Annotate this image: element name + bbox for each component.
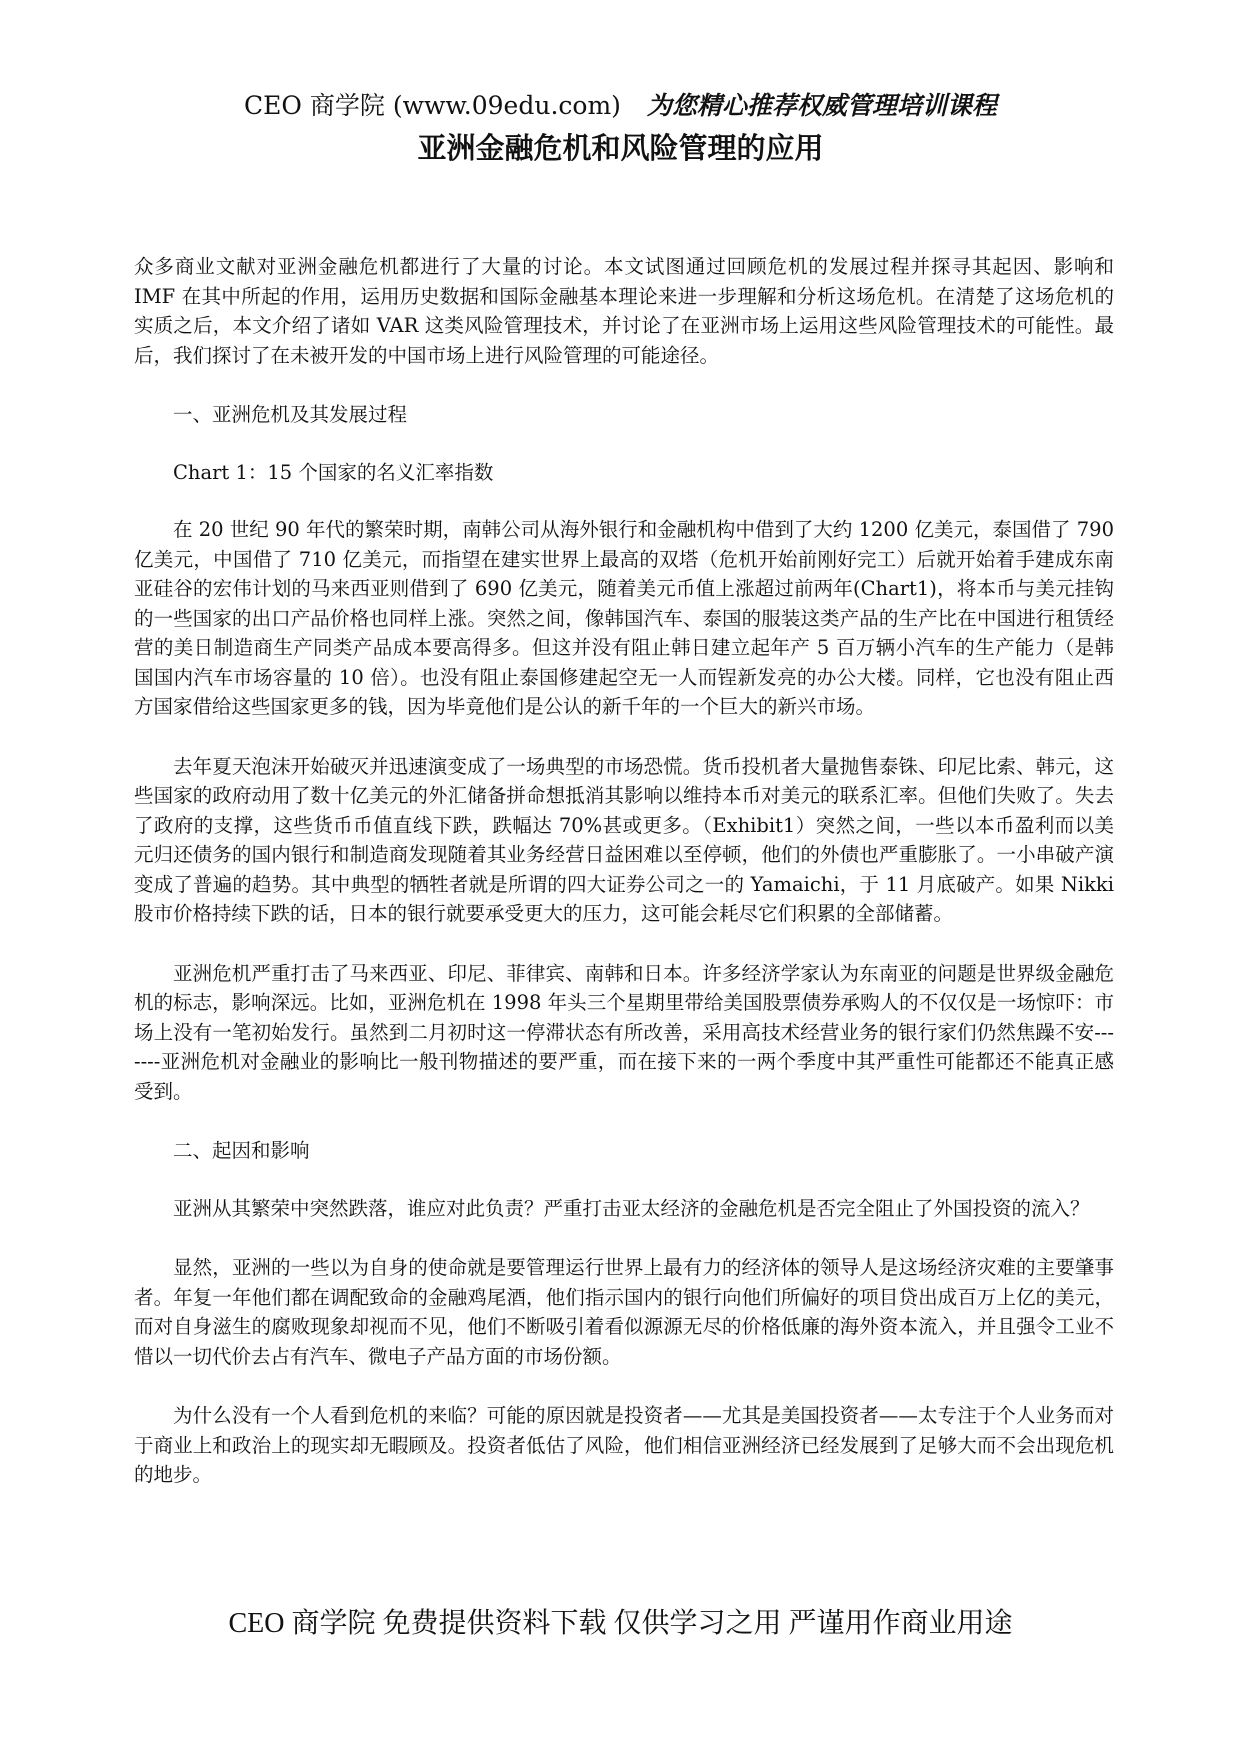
body-paragraph: 显然，亚洲的一些以为自身的使命就是要管理运行世界上最有力的经济体的领导人是这场经济灾难的主要肇事者。年复一年他们都在调配致命的金融鸡尾酒，他们指示国内的银行向他们所偏好的项目贷出成百万上亿的美元，而对自身滋生的腐败现象却视而不见，他们不断吸引着看似源源无尽的价格低廉的海外资本流入，并且强令工业不惜以一切代价去占有汽车、微电子产品方面的市场份额。 [134,1256,1114,1368]
section-heading-2: 二、起因和影响 [173,1139,310,1162]
body-paragraph: 为什么没有一个人看到危机的来临？可能的原因就是投资者——尤其是美国投资者——太专注于个人业务而对于商业上和政治上的现实却无暇顾及。投资者低估了风险，他们相信亚洲经济已经发展到了足够大而不会出现危机的地步。 [134,1404,1114,1486]
document-title: 亚洲金融危机和风险管理的应用 [417,131,824,165]
chart-caption: Chart 1：15 个国家的名义汇率指数 [173,460,494,484]
body-paragraph: 去年夏天泡沫开始破灭并迅速演变成了一场典型的市场恐慌。货币投机者大量抛售泰铢、印尼比索、韩元，这些国家的政府动用了数十亿美元的外汇储备拼命想抵消其影响以维持本币对美元的联系汇率。但他们失败了。失去了政府的支撑，这些货币币值直线下跌，跌幅达 70%甚或更多。（Exhibit1）突然之间，一些以本币盈利而以美元归还债务的国内银行和制造商发现随着其业务经营日益困难以至停顿，他们的外债也严重膨胀了。一小串破产演变成了普遍的趋势。其中典型的牺牲者就是所谓的四大证券公司之一的 Yamaichi，于 11 月底破产。如果 Nikki 股市价格持续下跌的话，日本的银行就要承受更大的压力，这可能会耗尽它们积累的全部储蓄。 [134,754,1114,925]
page-footer: CEO 商学院 免费提供资料下载 仅供学习之用 严谨用作商业用途 [228,1608,1013,1639]
body-paragraph: 亚洲危机严重打击了马来西亚、印尼、菲律宾、南韩和日本。许多经济学家认为东南亚的问题是世界级金融危机的标志，影响深远。比如，亚洲危机在 1998 年头三个星期里带给美国股票债券承购人的不仅仅是一场惊吓：市场上没有一笔初始发行。虽然到二月初时这一停滞状态有所改善，采用高技术经营业务的银行家们仍然焦躁不安-------亚洲危机对金融业的影响比一般刊物描述的要严重，而在接下来的一两个季度中其严重性可能都还不能真正感受到。 [134,961,1114,1103]
section-heading-1: 一、亚洲危机及其发展过程 [173,403,408,426]
document-body [134,252,1114,1520]
page-header [0,86,1241,126]
header-site: CEO 商学院 (www.09edu.com) [244,91,621,120]
body-paragraph: 在 20 世纪 90 年代的繁荣时期，南韩公司从海外银行和金融机构中借到了大约 1200 亿美元，泰国借了 790 亿美元，中国借了 710 亿美元，而指望在建实世界上最高的双塔（危机开始前刚好完工）后就开始着手建成东南亚硅谷的宏伟计划的马来西亚则借到了 690 亿美元，随着美元币值上涨超过前两年(Chart1)，将本币与美元挂钩的一些国家的出口产品价格也同样上涨。突然之间，像韩国汽车、泰国的服装这类产品的生产比在中国进行租赁经营的美日制造商生产同类产品成本要高得多。但这并没有阻止韩日建立起年产 5 百万辆小汽车的生产能力（是韩国国内汽车市场容量的 10 倍）。也没有阻止泰国修建起空无一人而锃新发亮的办公大楼。同样，它也没有阻止西方国家借给这些国家更多的钱，因为毕竟他们是公认的新千年的一个巨大的新兴市场。 [134,518,1114,718]
body-paragraph: 亚洲从其繁荣中突然跌落，谁应对此负责？严重打击亚太经济的金融危机是否完全阻止了外国投资的流入？ [173,1196,1090,1220]
header-slogan: 为您精心推荐权威管理培训课程 [646,91,997,120]
intro-paragraph: 众多商业文献对亚洲金融危机都进行了大量的讨论。本文试图通过回顾危机的发展过程并探寻其起因、影响和 IMF 在其中所起的作用，运用历史数据和国际金融基本理论来进一步理解和分析这场危机。在清楚了这场危机的实质之后，本文介绍了诸如 VAR 这类风险管理技术，并讨论了在亚洲市场上运用这些风险管理技术的可能性。最后，我们探讨了在未被开发的中国市场上进行风险管理的可能途径。 [134,255,1114,367]
